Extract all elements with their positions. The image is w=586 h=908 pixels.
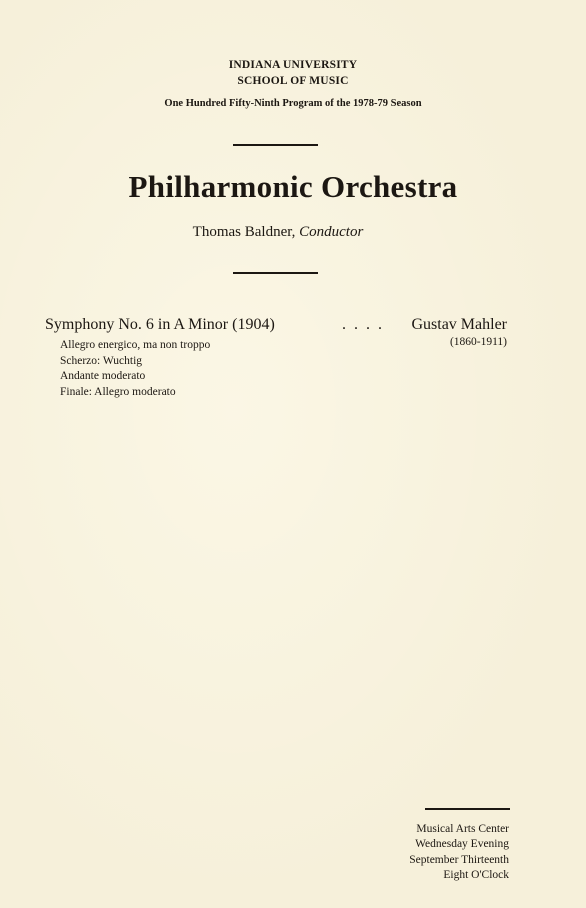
school-name: SCHOOL OF MUSIC bbox=[237, 75, 349, 87]
composer-dates: (1860-1911) bbox=[449, 336, 507, 348]
movement-item: Scherzo: Wuchtig bbox=[60, 354, 143, 367]
movement-item: Andante moderato bbox=[60, 370, 146, 382]
work-title: Symphony No. 6 in A Minor (1904) bbox=[45, 316, 275, 333]
venue-day: Wednesday Evening bbox=[415, 838, 509, 851]
divider-bottom bbox=[425, 808, 510, 810]
composer-name: Gustav Mahler bbox=[411, 316, 507, 333]
ensemble-title: Philharmonic Orchestra bbox=[128, 169, 458, 204]
divider-top bbox=[233, 144, 318, 146]
conductor-role: Conductor bbox=[299, 224, 364, 240]
venue-time: Eight O'Clock bbox=[443, 869, 509, 882]
movement-item: Finale: Allegro moderato bbox=[60, 385, 176, 398]
venue-place: Musical Arts Center bbox=[416, 823, 509, 835]
conductor-line bbox=[0, 224, 556, 241]
movement-item: Allegro energico, ma non troppo bbox=[60, 339, 211, 351]
venue-info bbox=[409, 822, 509, 884]
venue-date: September Thirteenth bbox=[409, 853, 509, 866]
divider-middle bbox=[233, 272, 318, 274]
movement-list bbox=[60, 338, 210, 400]
leader-dots: . . . . bbox=[342, 316, 384, 333]
program-number-line: One Hundred Fifty-Ninth Program of the 1978-79 Season bbox=[164, 98, 422, 109]
university-name: INDIANA UNIVERSITY bbox=[228, 59, 358, 71]
institution-heading bbox=[0, 57, 586, 89]
conductor-name: Thomas Baldner, bbox=[192, 224, 296, 240]
